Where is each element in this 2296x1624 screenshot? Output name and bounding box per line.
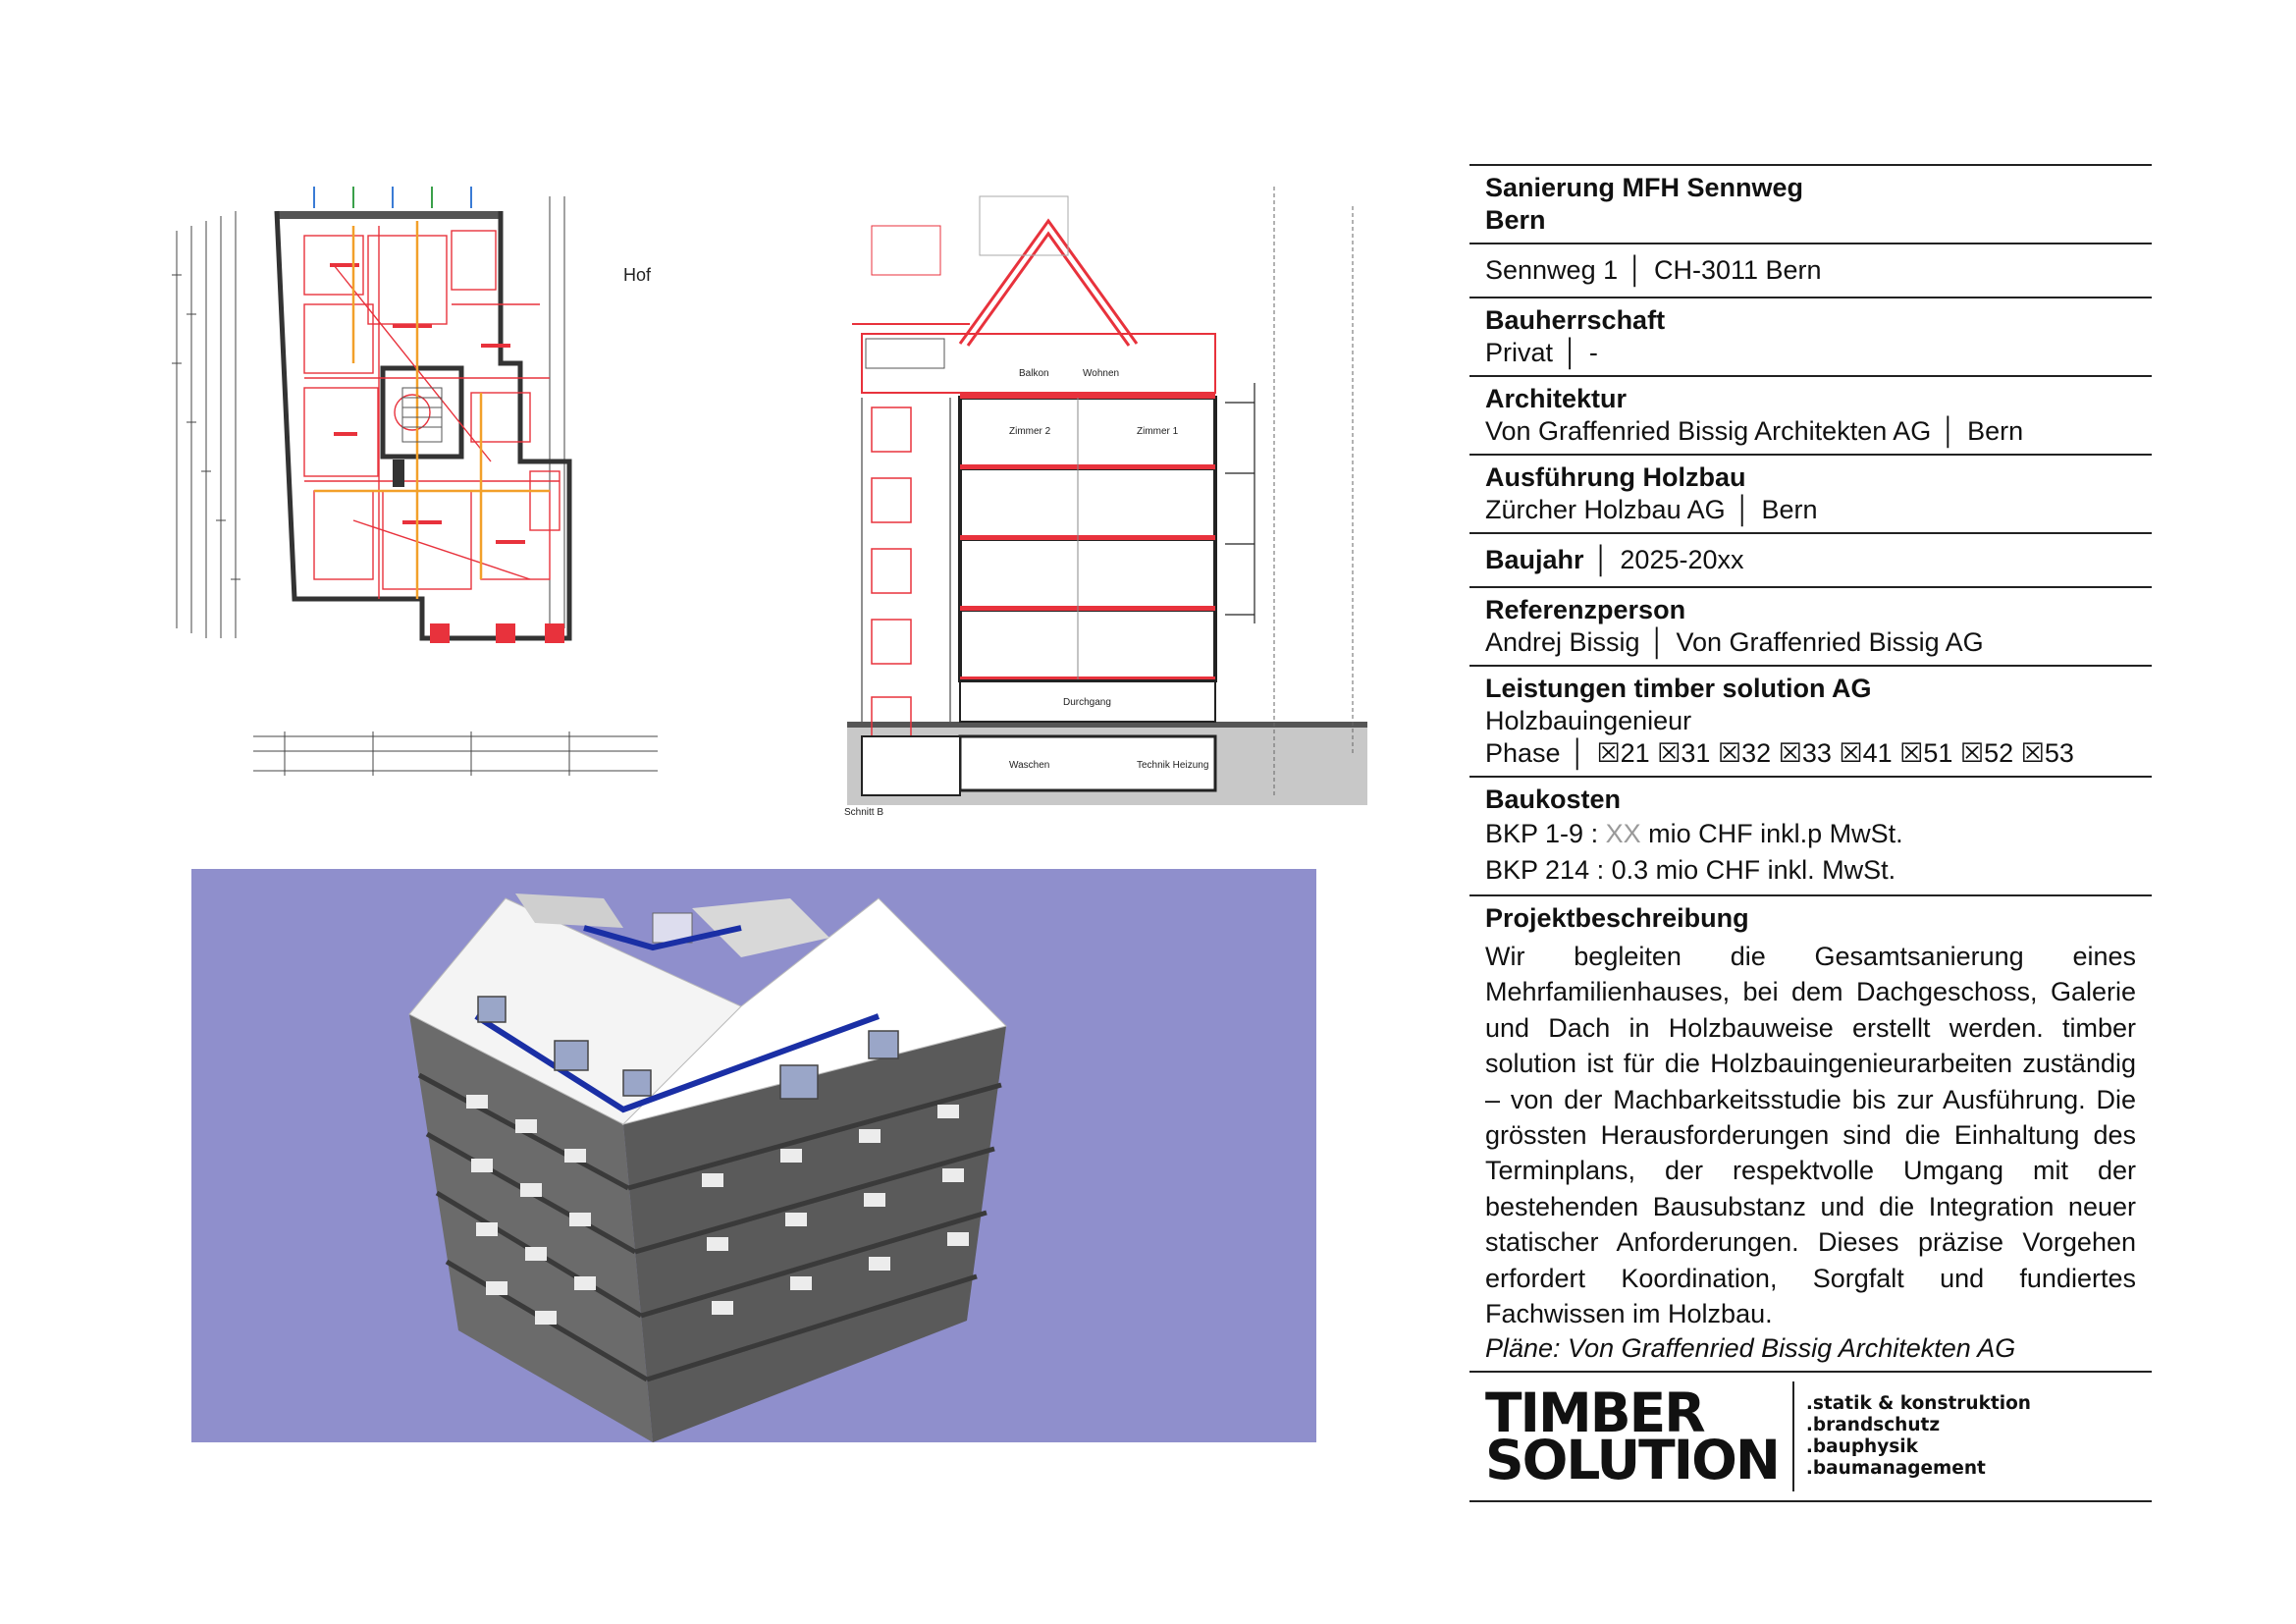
- phase-label: Phase: [1485, 738, 1561, 768]
- holzbau-block: Ausführung Holzbau Zürcher Holzbau AG │ Bern: [1469, 454, 2152, 532]
- beschreibung-line: solution ist für die Holzbauingenieurarbeiten zuständig: [1485, 1049, 2136, 1079]
- referenz-company: Von Graffenried Bissig AG: [1676, 627, 1984, 657]
- architektur-label: Architektur: [1485, 384, 1628, 413]
- beschreibung-line: – von der Machbarkeitsstudie bis zur Ausführung. Die: [1485, 1084, 2136, 1114]
- referenz-person: Andrej Bissig: [1485, 627, 1640, 657]
- baukosten-placeholder: XX: [1605, 819, 1641, 848]
- beschreibung-label: Projektbeschreibung: [1485, 903, 1749, 933]
- section-room-label: Technik Heizung: [1137, 760, 1209, 771]
- phase-checkboxes: ☒21 ☒31 ☒32 ☒33 ☒41 ☒51 ☒52 ☒53: [1596, 738, 2074, 768]
- beschreibung-block: [1469, 894, 2152, 1371]
- baukosten-line-1-prefix: BKP 1-9 :: [1485, 819, 1606, 848]
- section-room-label: Durchgang: [1063, 697, 1111, 708]
- section-footer-label: Schnitt B: [844, 807, 884, 818]
- address-postcode-city: CH-3011 Bern: [1653, 255, 1822, 285]
- logo-services: [1806, 1393, 2031, 1480]
- beschreibung-line: Mehrfamilienhauses, bei dem Dachgeschoss, Galerie: [1485, 977, 2136, 1007]
- baukosten-line-1: [1485, 816, 2136, 852]
- beschreibung-line: statischer Anforderungen. Dieses präzise Vorgehen: [1485, 1227, 2136, 1258]
- architektur-city: Bern: [1967, 416, 2024, 446]
- logo-block: [1469, 1371, 2152, 1502]
- logo-service-item: .bauphysik: [1805, 1436, 1918, 1458]
- project-city: Bern: [1485, 205, 1546, 235]
- beschreibung-line: bestehenden Bausubstanz und die Integration neuer: [1485, 1191, 2136, 1221]
- beschreibung-line: erfordert Koordination, Sorgfalt und fundiertes: [1485, 1263, 2136, 1293]
- floor-plan-label: Hof: [623, 265, 652, 285]
- logo-service-item: .statik & konstruktion: [1805, 1393, 2031, 1415]
- bauherrschaft-value: Privat: [1485, 338, 1554, 367]
- logo-service-item: .brandschutz: [1805, 1415, 1941, 1436]
- bauherrschaft-value-2: -: [1588, 338, 1598, 367]
- address-street: Sennweg 1: [1485, 255, 1619, 285]
- project-title-block: [1469, 164, 2152, 243]
- logo-line-2: SOLUTION: [1485, 1429, 1779, 1492]
- beschreibung-line: grössten Herausforderungen sind die Einhaltung des: [1485, 1120, 2136, 1151]
- beschreibung-line: Terminplans, der respektvolle Umgang mit der: [1485, 1156, 2136, 1186]
- baujahr-label: Baujahr: [1485, 545, 1584, 574]
- bauherrschaft-label: Bauherrschaft: [1485, 305, 1666, 335]
- building-3d-render: [191, 869, 1316, 1442]
- section-room-label: Waschen: [1009, 760, 1050, 771]
- referenz-label: Referenzperson: [1485, 595, 1686, 624]
- plans-credit: Pläne: Von Graffenried Bissig Architekten AG: [1485, 1333, 2016, 1364]
- beschreibung-text: [1485, 939, 2136, 1331]
- timber-solution-logo: [1469, 1373, 2152, 1500]
- project-info-panel: [1469, 164, 2152, 1502]
- baukosten-block: [1469, 776, 2152, 894]
- beschreibung-line: und Dach in Holzbauweise erstellt werden. timber: [1485, 1012, 2136, 1043]
- project-title: Sanierung MFH Sennweg: [1485, 173, 1804, 202]
- baujahr-value: 2025-20xx: [1620, 545, 1744, 574]
- holzbau-city: Bern: [1761, 495, 1818, 524]
- logo-service-item: .baumanagement: [1805, 1458, 1986, 1480]
- bauherrschaft-block: Bauherrschaft Privat │ -: [1469, 297, 2152, 375]
- beschreibung-line: Fachwissen im Holzbau.: [1485, 1299, 1773, 1329]
- baukosten-line-2: BKP 214 : 0.3 mio CHF inkl. MwSt.: [1485, 855, 1896, 885]
- section-room-label: Balkon: [1019, 368, 1049, 379]
- section-room-label: Zimmer 2: [1009, 426, 1051, 437]
- architektur-block: Architektur Von Graffenried Bissig Architekten AG │ Bern: [1469, 375, 2152, 454]
- baujahr-block: Baujahr │ 2025-20xx: [1469, 532, 2152, 586]
- section-drawing: [842, 167, 1372, 820]
- baukosten-label: Baukosten: [1485, 785, 1622, 814]
- architektur-firm: Von Graffenried Bissig Architekten AG: [1485, 416, 1932, 446]
- logo-divider: [1792, 1381, 1794, 1491]
- logo-wordmark: [1485, 1381, 1779, 1492]
- beschreibung-line: Wir begleiten die Gesamtsanierung eines: [1485, 942, 2136, 971]
- holzbau-label: Ausführung Holzbau: [1485, 462, 1746, 492]
- section-room-label: Wohnen: [1083, 368, 1120, 379]
- referenz-block: Referenzperson Andrej Bissig │ Von Graffenried Bissig AG: [1469, 586, 2152, 665]
- floor-plan-drawing: [157, 167, 736, 815]
- holzbau-firm: Zürcher Holzbau AG: [1485, 495, 1726, 524]
- leistungen-label: Leistungen timber solution AG: [1485, 674, 1872, 703]
- leistungen-role: Holzbauingenieur: [1485, 706, 1692, 735]
- address-block: Sennweg 1 │ CH-3011 Bern: [1469, 243, 2152, 297]
- leistungen-block: Leistungen timber solution AG Holzbauingenieur Phase │ ☒21 ☒31 ☒32 ☒33 ☒41 ☒51 ☒52 ☒53: [1469, 665, 2152, 776]
- section-room-label: Zimmer 1: [1137, 426, 1179, 437]
- logo-line-1: TIMBER: [1485, 1381, 1704, 1445]
- baukosten-line-1-suffix: mio CHF inkl.p MwSt.: [1640, 819, 1903, 848]
- building-3d-model: [191, 869, 1316, 1442]
